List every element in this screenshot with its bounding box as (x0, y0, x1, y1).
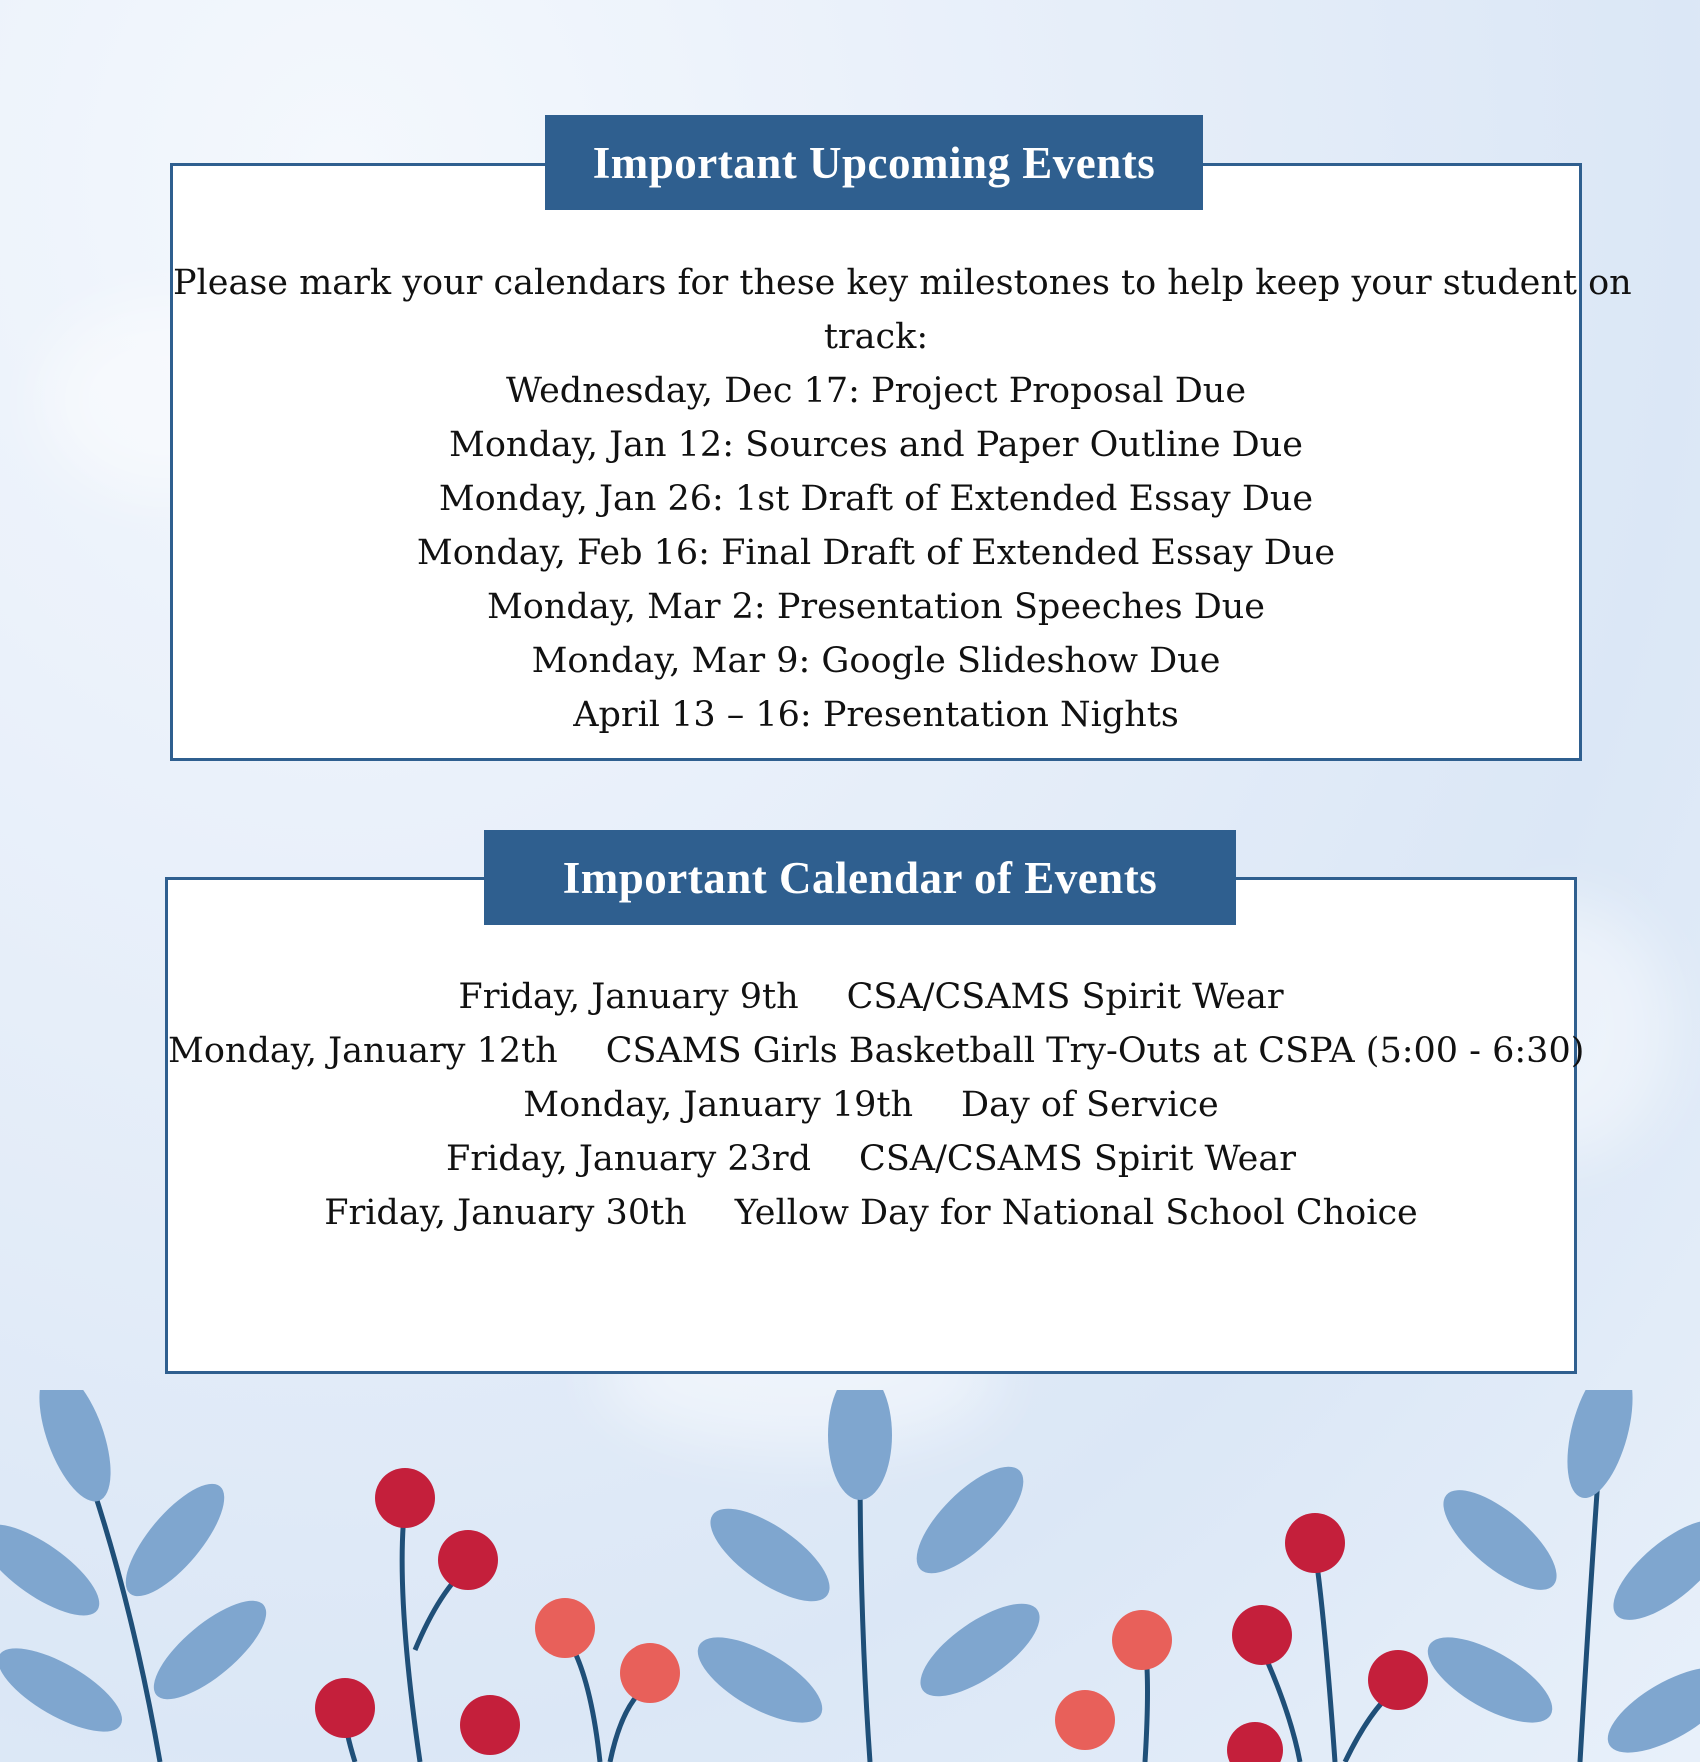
foliage-berries-decoration (0, 1390, 1700, 1762)
upcoming-events-content (173, 256, 1632, 742)
intro-text: Please mark your calendars for these key milestones to help keep your student on (173, 263, 1632, 303)
milestone-item: Monday, Jan 26: 1st Draft of Extended Essay Due (438, 479, 1314, 519)
milestone-item: Wednesday, Dec 17: Project Proposal Due (505, 371, 1247, 411)
milestone-item: Monday, Feb 16: Final Draft of Extended Essay Due (416, 533, 1336, 573)
calendar-events-content (168, 970, 1585, 1240)
event-description: CSA/CSAMS Spirit Wear (859, 1139, 1296, 1179)
event-description: CSAMS Girls Basketball Try-Outs at CSPA (5:00 - 6:30) (605, 1031, 1585, 1071)
intro-text-continued: track: (823, 317, 929, 357)
calendar-event-row (168, 970, 1574, 1024)
leaf-sprig-icon (685, 1390, 1053, 1762)
calendar-event-row (168, 1132, 1574, 1186)
event-date: Friday, January 30th (324, 1193, 687, 1233)
event-date: Monday, January 12th (168, 1031, 558, 1071)
calendar-event-row (168, 1186, 1574, 1240)
event-description: Yellow Day for National School Choice (734, 1193, 1418, 1233)
calendar-events-title: Important Calendar of Events (484, 830, 1236, 925)
upcoming-events-title: Important Upcoming Events (545, 115, 1203, 210)
berry-cluster-icon (315, 1468, 680, 1762)
leaf-sprig-icon (1415, 1390, 1700, 1762)
upcoming-events-box (170, 163, 1632, 761)
event-date: Friday, January 23rd (446, 1139, 812, 1179)
milestone-item: Monday, Jan 12: Sources and Paper Outline Due (449, 425, 1303, 465)
event-date: Monday, January 19th (523, 1085, 914, 1125)
calendar-event-row (168, 1078, 1574, 1132)
calendar-events-box (165, 877, 1585, 1374)
calendar-event-row (168, 1024, 1585, 1078)
berry-cluster-icon (1055, 1513, 1428, 1762)
leaf-sprig-icon (0, 1390, 280, 1762)
milestone-item: April 13 – 16: Presentation Nights (573, 695, 1179, 735)
milestone-item: Monday, Mar 9: Google Slideshow Due (531, 641, 1221, 681)
milestone-item: Monday, Mar 2: Presentation Speeches Due (486, 587, 1266, 627)
event-description: Day of Service (961, 1085, 1219, 1125)
event-description: CSA/CSAMS Spirit Wear (846, 977, 1284, 1017)
event-date: Friday, January 9th (458, 977, 799, 1017)
